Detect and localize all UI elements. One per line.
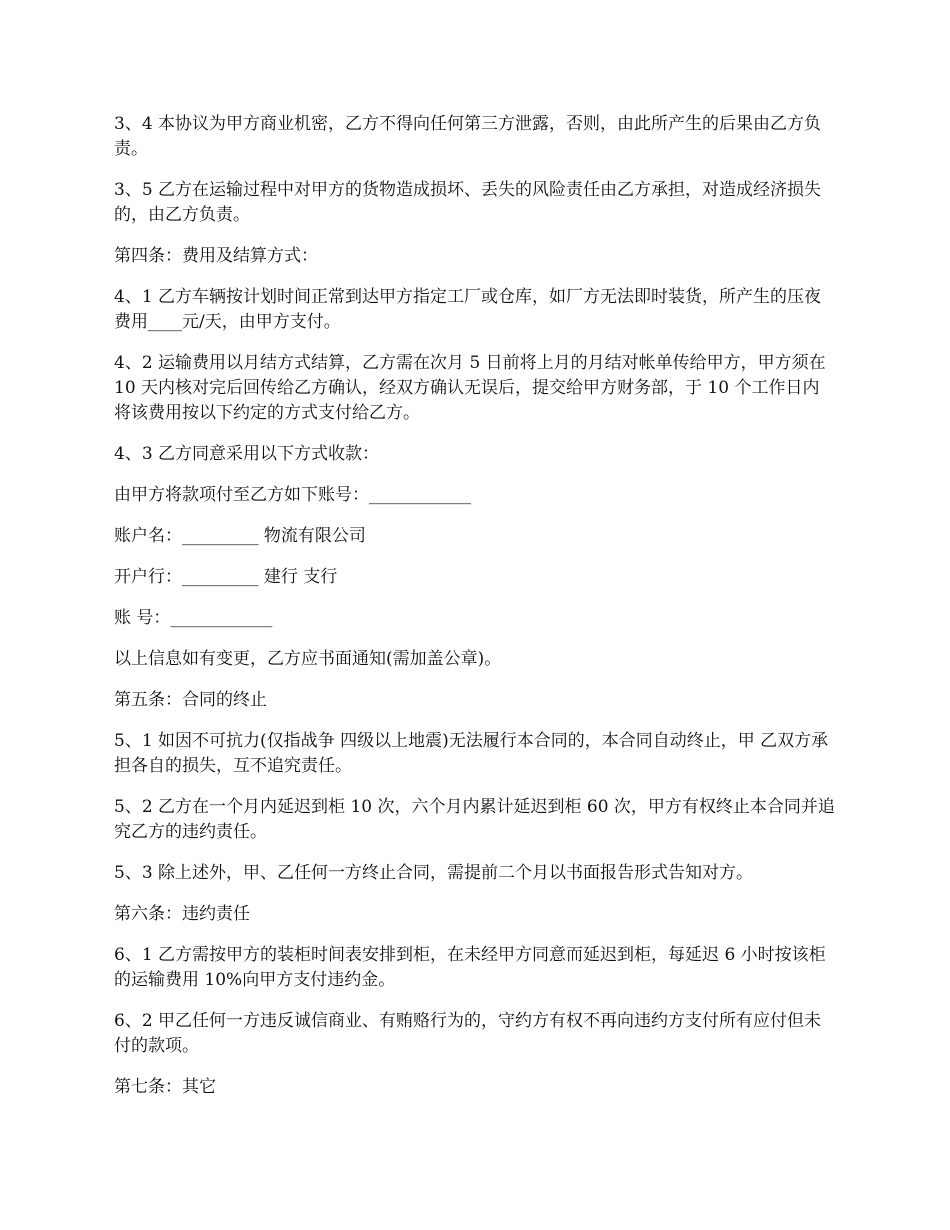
clause-3-4: 3、4 本协议为甲方商业机密，乙方不得向任何第三方泄露，否则，由此所产生的后果由乙方负责。 [114,114,822,159]
clause-3-5: 3、5 乙方在运输过程中对甲方的货物造成损坏、丢失的风险责任由乙方承担，对造成经济损失的，由乙方负责。 [114,180,822,225]
article-4-heading: 第四条：费用及结算方式： [114,246,318,266]
clause-4-1: 4、1 乙方车辆按计划时间正常到达甲方指定工厂或仓库，如厂方无法即时装货，所产生的压夜费用____元/天，由甲方支付。 [114,287,822,332]
document-body [114,112,836,1116]
clause-6-1: 6、1 乙方需按甲方的装柜时间表安排到柜，在未经甲方同意而延迟到柜，每延迟 6 小时按该柜的运输费用 10%向甲方支付违约金。 [114,945,826,990]
article-6-heading: 第六条：违约责任 [114,904,250,924]
article-7-heading: 第七条：其它 [114,1077,216,1097]
payment-account-line: 由甲方将款项付至乙方如下账号：____________ [114,485,471,505]
bank-branch-line: 开户行：_________ 建行 支行 [114,567,338,587]
info-change-notice: 以上信息如有变更，乙方应书面通知(需加盖公章)。 [114,649,502,669]
clause-4-2: 4、2 运输费用以月结方式结算，乙方需在次月 5 日前将上月的月结对帐单传给甲方，甲方须在 10 天内核对完后回传给乙方确认，经双方确认无误后，提交给甲方财务部，于 10 个工作日内将该费用按以下约定的方式支付给乙方。 [114,353,826,423]
article-5-heading: 第五条：合同的终止 [114,690,267,710]
clause-5-3: 5、3 除上述外，甲、乙任何一方终止合同，需提前二个月以书面报告形式告知对方。 [114,863,754,883]
clause-6-2: 6、2 甲乙任何一方违反诚信商业、有贿赂行为的，守约方有权不再向违约方支付所有应付但未付的款项。 [114,1011,822,1056]
clause-4-3: 4、3 乙方同意采用以下方式收款： [114,444,380,464]
account-number-line: 账 号：____________ [114,608,273,628]
account-name-line: 账户名：_________ 物流有限公司 [114,526,366,546]
clause-5-2: 5、2 乙方在一个月内延迟到柜 10 次，六个月内累计延迟到柜 60 次，甲方有权终止本合同并追究乙方的违约责任。 [114,797,835,842]
clause-5-1: 5、1 如因不可抗力(仅指战争 四级以上地震)无法履行本合同的，本合同自动终止，甲 乙双方承担各自的损失，互不追究责任。 [114,731,829,776]
